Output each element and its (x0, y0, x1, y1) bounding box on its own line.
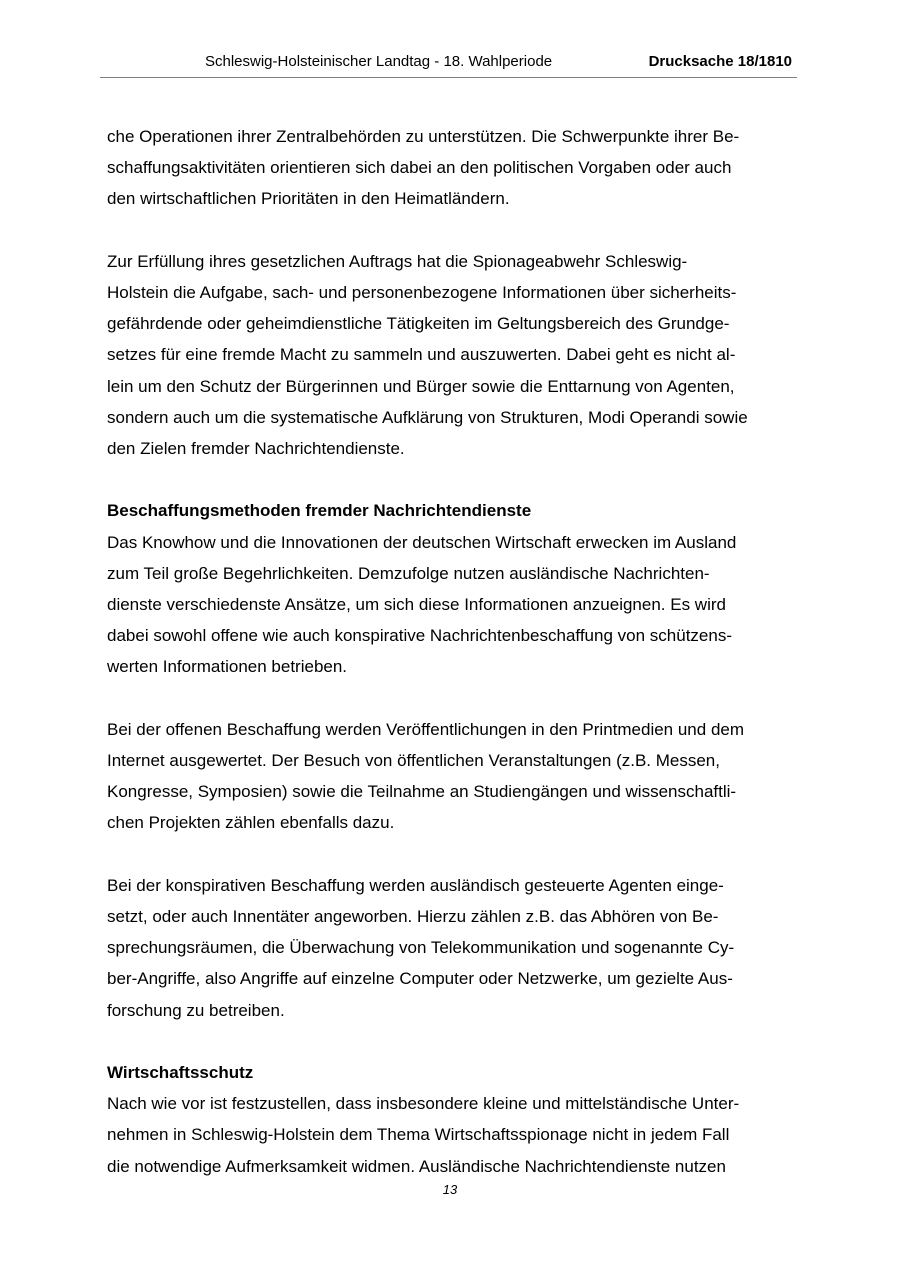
body-line: nehmen in Schleswig-Holstein dem Thema Wirtschaftsspionage nicht in jedem Fall (107, 1125, 730, 1145)
body-line: forschung zu betreiben. (107, 1000, 285, 1020)
body-line: den wirtschaftlichen Prioritäten in den Heimatländern. (107, 189, 510, 209)
body-line: Kongresse, Symposien) sowie die Teilnahme an Studiengängen und wissenschaftli- (107, 782, 737, 802)
body-line: dabei sowohl offene wie auch konspirative Nachrichtenbeschaffung von schützens- (107, 626, 732, 646)
body-line: Bei der offenen Beschaffung werden Veröffentlichungen in den Printmedien und dem (107, 719, 745, 739)
body-line: chen Projekten zählen ebenfalls dazu. (107, 813, 395, 833)
document-number: Drucksache 18/1810 (648, 53, 792, 70)
body-line: gefährdende oder geheimdienstliche Tätigkeiten im Geltungsbereich des Grundge- (107, 314, 730, 334)
body-line: zum Teil große Begehrlichkeiten. Demzufolge nutzen ausländische Nachrichten- (107, 563, 710, 583)
document-body (107, 121, 797, 1182)
body-line: sprechungsräumen, die Überwachung von Telekommunikation und sogenannte Cy- (107, 938, 735, 958)
body-line: Das Knowhow und die Innovationen der deutschen Wirtschaft erwecken im Ausland (107, 532, 737, 552)
body-line: ber-Angriffe, also Angriffe auf einzelne Computer oder Netzwerke, um gezielte Aus- (107, 969, 733, 989)
body-line: che Operationen ihrer Zentralbehörden zu unterstützen. Die Schwerpunkte ihrer Be- (107, 127, 740, 146)
body-line: Zur Erfüllung ihres gesetzlichen Auftrags hat die Spionageabwehr Schleswig- (107, 251, 688, 271)
body-line: Internet ausgewertet. Der Besuch von öffentlichen Veranstaltungen (z.B. Messen, (107, 751, 720, 771)
body-line: dienste verschiedenste Ansätze, um sich diese Informationen anzueignen. Es wird (107, 595, 726, 615)
body-line: setzes für eine fremde Macht zu sammeln und auszuwerten. Dabei geht es nicht al- (107, 345, 736, 365)
body-line: die notwendige Aufmerksamkeit widmen. Ausländische Nachrichtendienste nutzen (107, 1156, 726, 1176)
body-line: werten Informationen betrieben. (107, 657, 348, 677)
body-line: den Zielen fremder Nachrichtendienste. (107, 439, 405, 459)
body-line: Bei der konspirativen Beschaffung werden ausländisch gesteuerte Agenten einge- (107, 875, 724, 895)
body-line: setzt, oder auch Innentäter angeworben. Hierzu zählen z.B. das Abhören von Be- (107, 907, 719, 927)
body-line: sondern auch um die systematische Aufklärung von Strukturen, Modi Operandi sowie (107, 407, 748, 427)
header-title: Schleswig-Holsteinischer Landtag - 18. Wahlperiode (205, 53, 553, 70)
section-heading: Beschaffungsmethoden fremder Nachrichtendienste (107, 501, 532, 521)
section-heading: Wirtschaftsschutz (107, 1063, 254, 1083)
body-line: schaffungsaktivitäten orientieren sich dabei an den politischen Vorgaben oder auch (107, 158, 732, 178)
page-number: 13 (442, 1182, 458, 1197)
page-header (100, 50, 797, 78)
body-line: Holstein die Aufgabe, sach- und personenbezogene Informationen über sicherheits- (107, 283, 737, 302)
body-line: lein um den Schutz der Bürgerinnen und Bürger sowie die Enttarnung von Agenten, (107, 376, 735, 396)
body-line: Nach wie vor ist festzustellen, dass insbesondere kleine und mittelständische Unter- (107, 1094, 740, 1114)
